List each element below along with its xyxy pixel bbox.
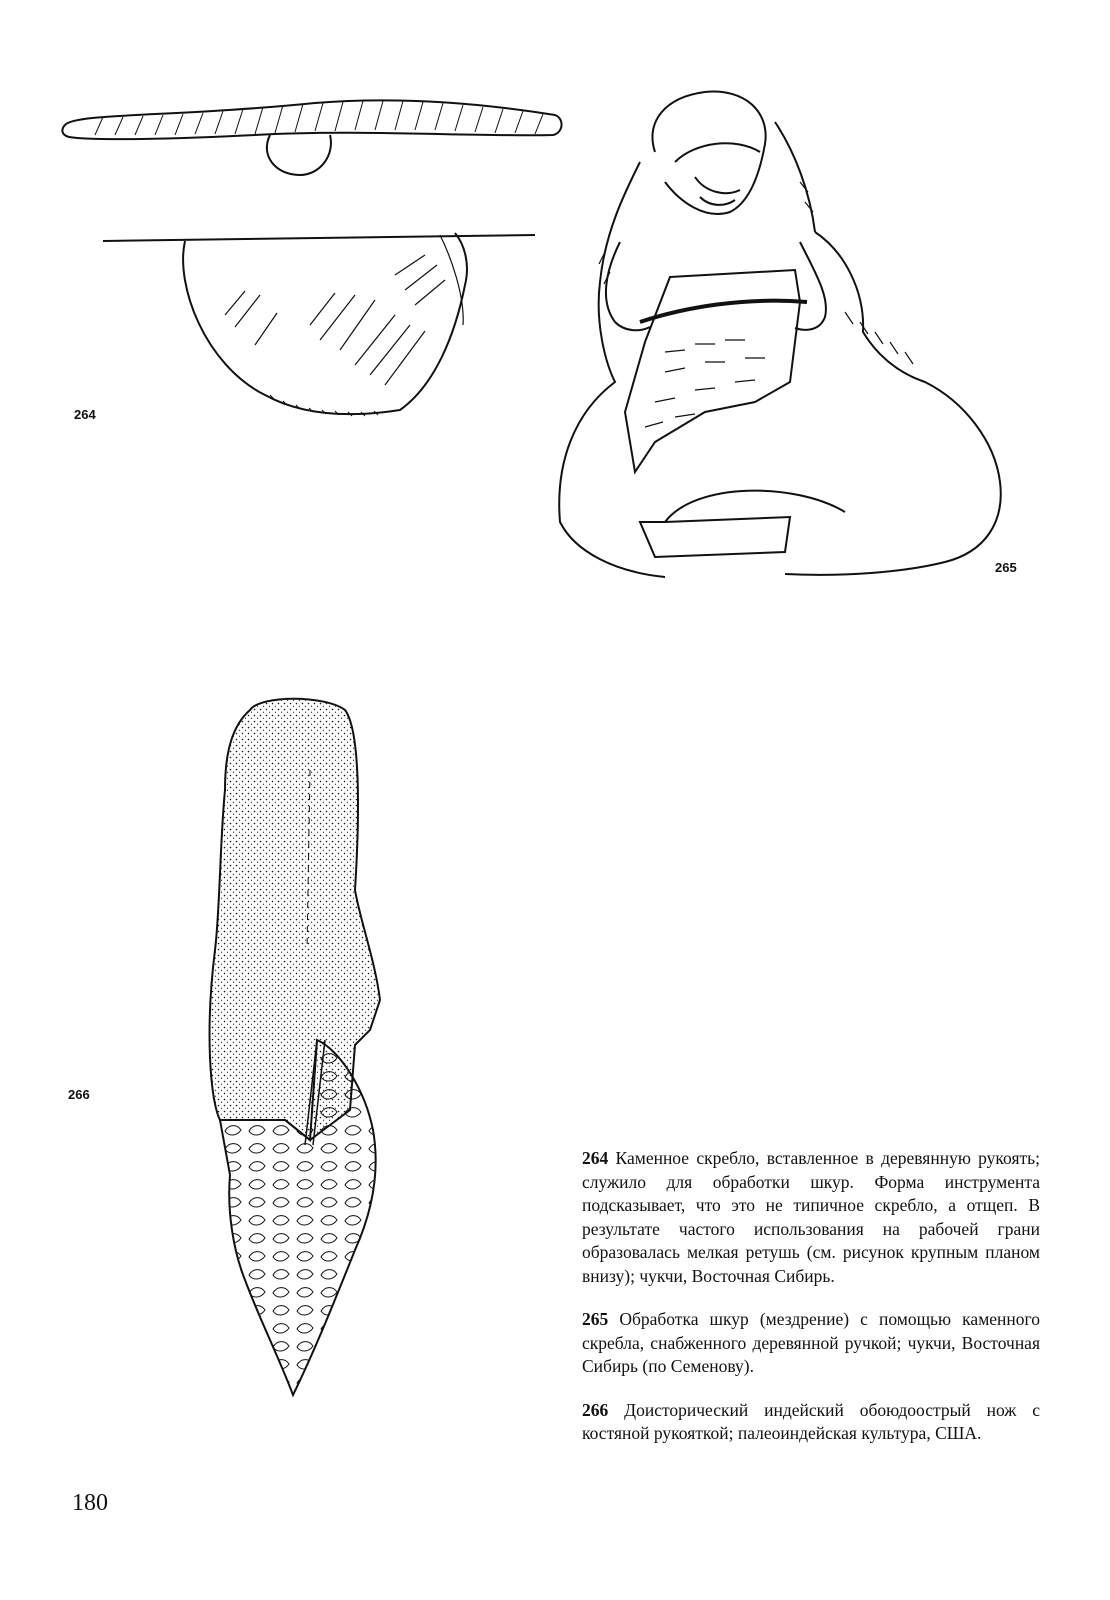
- caption-number: 265: [582, 1309, 609, 1329]
- person-scraping-hide-icon: [545, 82, 1035, 582]
- captions: [582, 1147, 1040, 1466]
- caption-265: [582, 1308, 1040, 1379]
- caption-text: Доисторический индейский обоюдоострый нож с костяной рукояткой; палеоиндейская культура, США.: [582, 1399, 1041, 1443]
- caption-number: 264: [582, 1148, 609, 1168]
- caption-number: 266: [582, 1399, 609, 1420]
- bone-handled-knife-icon: [55, 690, 415, 1420]
- caption-text: Каменное скребло, вставленное в деревянную рукоять; служило для обработки шкур. Форма инструмента подсказывает, что это не типичное скребло, а отщеп. В результате частого использования на рабочей грани образовалась мелкая ретушь (см. рисунок крупным планом внизу); чукчи, Восточная Сибирь.: [582, 1148, 1041, 1286]
- caption-266: [582, 1399, 1040, 1446]
- page-number: 180: [72, 1490, 108, 1516]
- figure-264-label: 264: [74, 407, 96, 422]
- stone-scraper-wooden-handle-icon: [55, 95, 575, 435]
- figure-265: [545, 82, 1035, 582]
- figure-266-label: 266: [68, 1087, 90, 1102]
- figure-265-label: 265: [995, 560, 1017, 575]
- caption-text: Обработка шкур (мездрение) с помощью каменного скребла, снабженного деревянной ручкой; чукчи, Восточная Сибирь (по Семенову).: [582, 1309, 1041, 1376]
- figure-264: [55, 95, 575, 435]
- figure-266: [55, 690, 415, 1420]
- caption-264: [582, 1147, 1040, 1288]
